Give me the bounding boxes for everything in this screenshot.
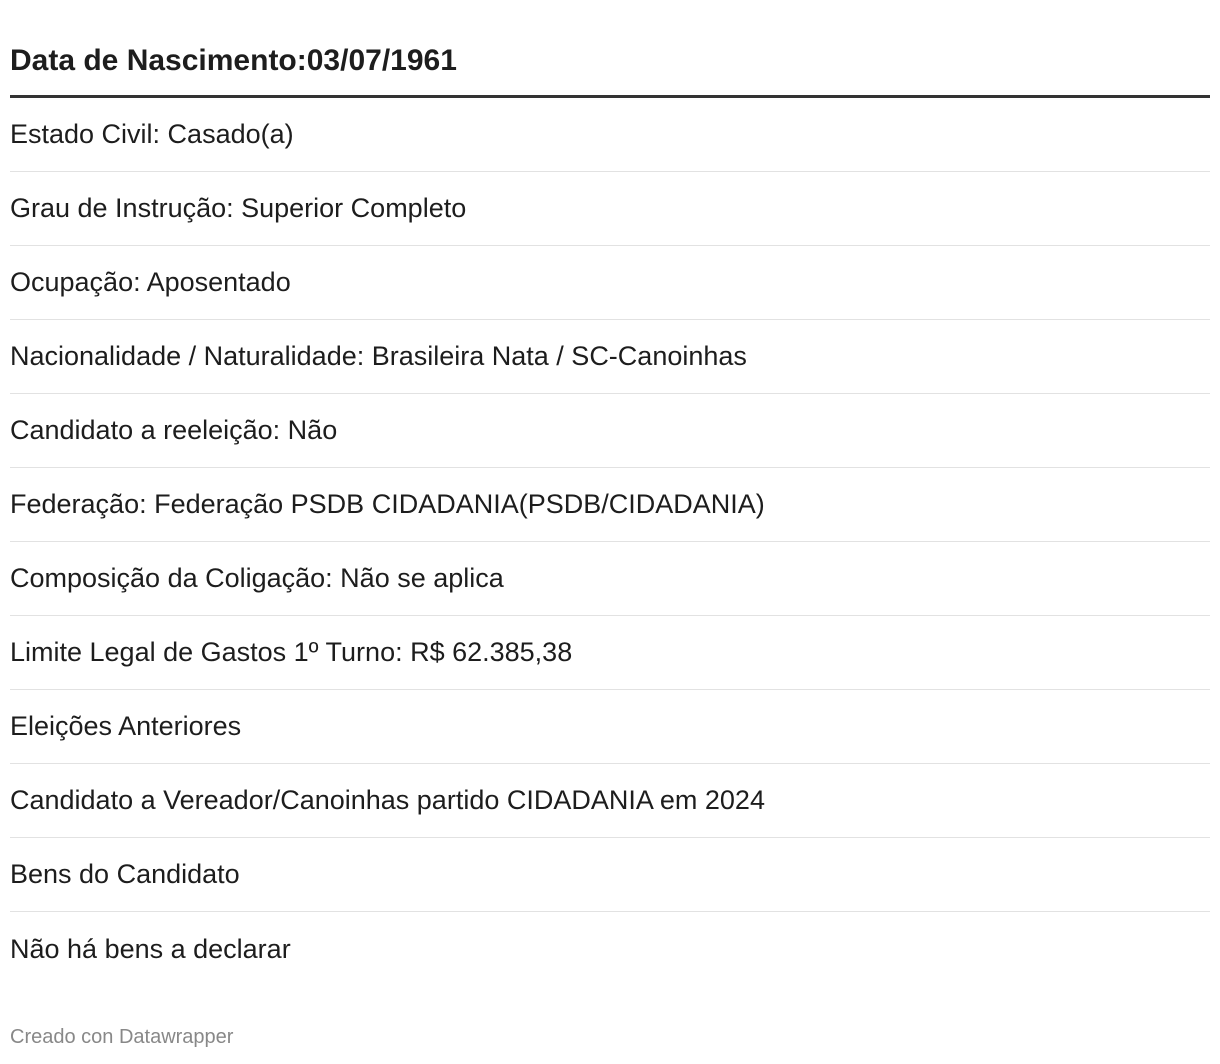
table-row bbox=[10, 764, 1210, 838]
table-row bbox=[10, 690, 1210, 764]
row-text-spending-limit: Limite Legal de Gastos 1º Turno: R$ 62.385,38 bbox=[10, 637, 573, 667]
row-text-marital-status: Estado Civil: Casado(a) bbox=[10, 119, 294, 149]
candidate-info-table bbox=[10, 26, 1210, 986]
row-text-assets-heading: Bens do Candidato bbox=[10, 859, 240, 889]
row-text-coalition: Composição da Coligação: Não se aplica bbox=[10, 563, 504, 593]
datawrapper-credit: Creado con Datawrapper bbox=[10, 1026, 234, 1048]
row-text-education: Grau de Instrução: Superior Completo bbox=[10, 193, 467, 223]
row-text-nationality: Nacionalidade / Naturalidade: Brasileira Nata / SC-Canoinhas bbox=[10, 341, 747, 371]
table-row bbox=[10, 912, 1210, 986]
table-row bbox=[10, 542, 1210, 616]
row-text-previous-elections: Eleições Anteriores bbox=[10, 711, 242, 741]
row-text-federation: Federação: Federação PSDB CIDADANIA(PSDB/CIDADANIA) bbox=[10, 489, 765, 519]
table-row bbox=[10, 320, 1210, 394]
table-row bbox=[10, 468, 1210, 542]
table-row bbox=[10, 616, 1210, 690]
table-row bbox=[10, 172, 1210, 246]
table-row bbox=[10, 246, 1210, 320]
row-text-reelection: Candidato a reeleição: Não bbox=[10, 415, 338, 445]
table-row bbox=[10, 98, 1210, 172]
table-row bbox=[10, 838, 1210, 912]
table-header-label: Data de Nascimento:03/07/1961 bbox=[10, 43, 457, 77]
row-text-occupation: Ocupação: Aposentado bbox=[10, 267, 291, 297]
row-text-previous-candidacy: Candidato a Vereador/Canoinhas partido CIDADANIA em 2024 bbox=[10, 785, 765, 815]
table-header bbox=[10, 26, 1210, 98]
table-row bbox=[10, 394, 1210, 468]
row-text-assets-value: Não há bens a declarar bbox=[10, 933, 291, 964]
